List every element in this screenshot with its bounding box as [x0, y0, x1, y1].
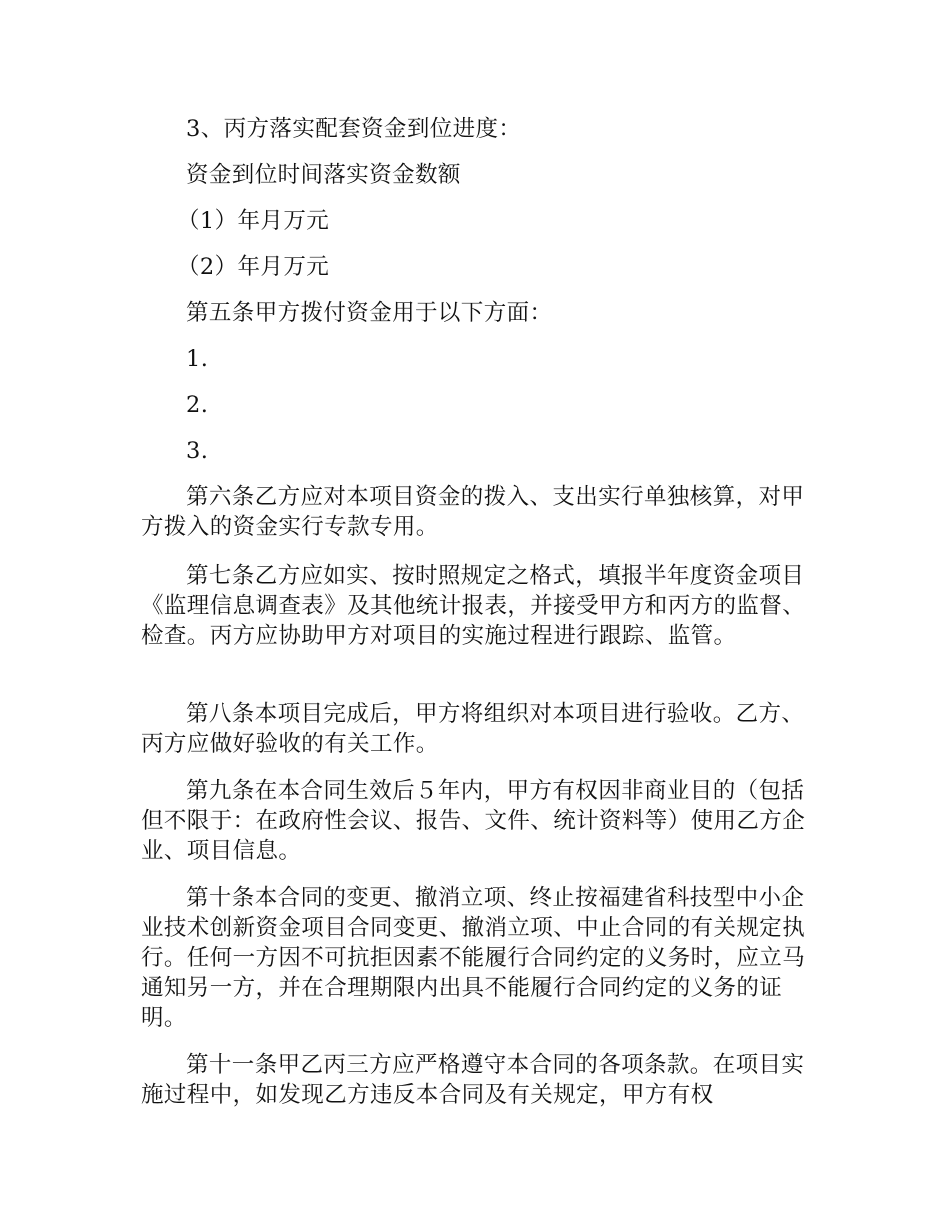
- article-9: 第九条在本合同生效后５年内，甲方有权因非商业目的（包括但不限于：在政府性会议、报告、文件、统计资料等）使用乙方企业、项目信息。: [141, 778, 806, 864]
- list-item-3: 3.: [186, 438, 209, 464]
- article-10: 第十条本合同的变更、撤消立项、终止按福建省科技型中小企业技术创新资金项目合同变更、撤消立项、中止合同的有关规定执行。任何一方因不可抗拒因素不能履行合同约定的义务时，应立马通知另一方，并在合理期限内出具不能履行合同约定的义务的证明。: [141, 885, 806, 1031]
- funding-row-2: （2）年月万元: [177, 254, 330, 280]
- article-6: 第六条乙方应对本项目资金的拨入、支出实行单独核算，对甲方拨入的资金实行专款专用。: [141, 484, 805, 540]
- funding-row-1: （1）年月万元: [177, 208, 330, 234]
- funding-table-header: 资金到位时间落实资金数额: [186, 162, 461, 188]
- article-7: 第七条乙方应如实、按时照规定之格式，填报半年度资金项目《监理信息调查表》及其他统计报表，并接受甲方和丙方的监督、检查。丙方应协助甲方对项目的实施过程进行跟踪、监管。: [141, 563, 806, 649]
- list-item-1: 1.: [186, 346, 209, 372]
- article-5: 第五条甲方拨付资金用于以下方面：: [186, 300, 553, 326]
- item3-heading: 3、丙方落实配套资金到位进度：: [186, 116, 522, 142]
- article-8: 第八条本项目完成后，甲方将组织对本项目进行验收。乙方、丙方应做好验收的有关工作。: [141, 701, 805, 757]
- article-11: 第十一条甲乙丙三方应严格遵守本合同的各项条款。在项目实施过程中，如发现乙方违反本合同及有关规定，甲方有权: [141, 1052, 805, 1108]
- list-item-2: 2.: [186, 392, 209, 418]
